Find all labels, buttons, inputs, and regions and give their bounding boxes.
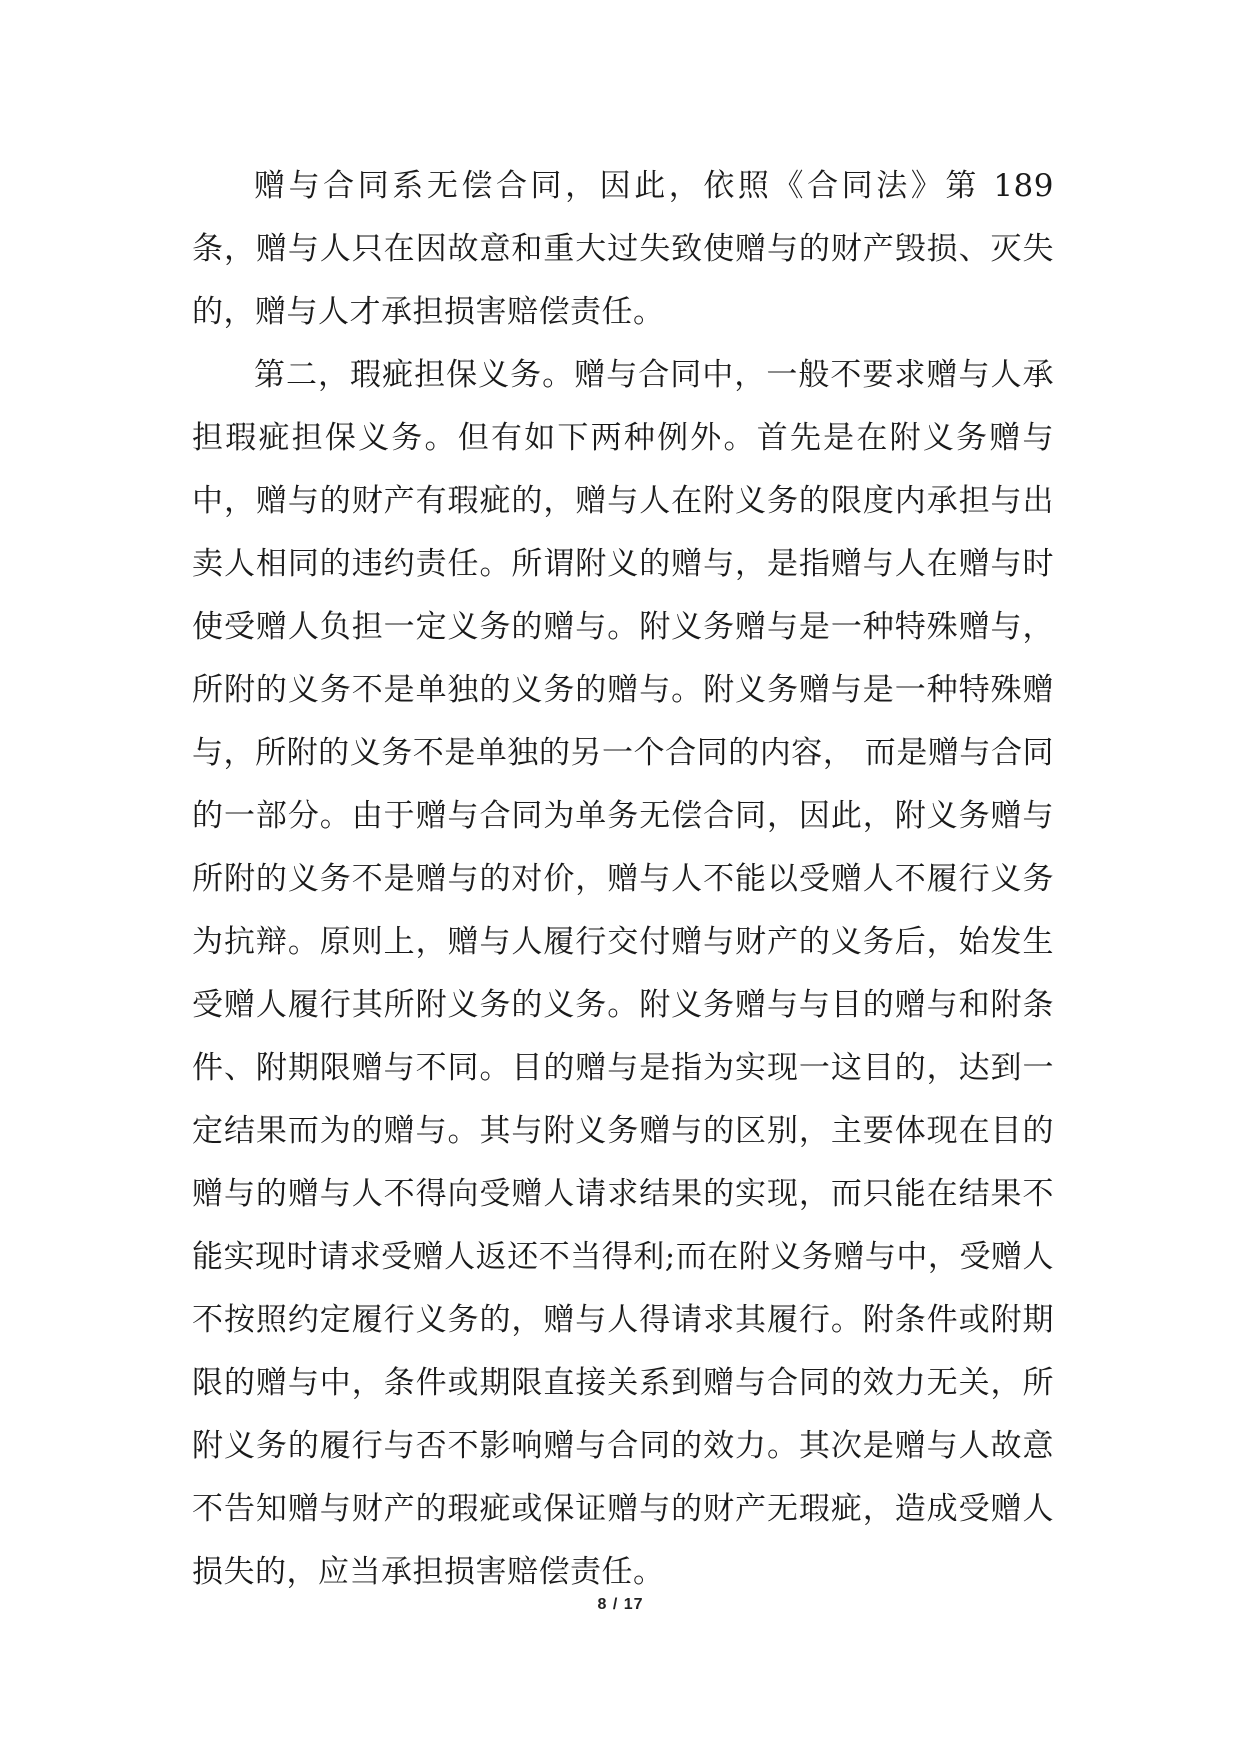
paragraph-gift-contract-liability: 赠与合同系无偿合同，因此，依照《合同法》第 189 条，赠与人只在因故意和重大过失致使赠与的财产毁损、灭失的，赠与人才承担损害赔偿责任。 [192, 168, 1054, 330]
page-number: 8 / 17 [597, 1596, 644, 1613]
paragraph-defect-warranty-duty: 第二，瑕疵担保义务。赠与合同中，一般不要求赠与人承担瑕疵担保义务。但有如下两种例外。首先是在附义务赠与中，赠与的财产有瑕疵的，赠与人在附义务的限度内承担与出卖人相同的违约责任。所谓附义的赠与，是指赠与人在赠与时使受赠人负担一定义务的赠与。附义务赠与是一种特殊赠与，所附的义务不是单独的义务的赠与。附义务赠与是一种特殊赠与，所附的义务不是单独的另一个合同的内容， 而是赠与合同的一部分。由于赠与合同为单务无偿合同，因此，附义务赠与所附的义务不是赠与的对价，赠与人不能以受赠人不履行义务为抗辩。原则上，赠与人履行交付赠与财产的义务后，始发生受赠人履行其所附义务的义务。附义务赠与与目的赠与和附条件、附期限赠与不同。目的赠与是指为实现一这目的，达到一定结果而为的赠与。其与附义务赠与的区别，主要体现在目的赠与的赠与人不得向受赠人请求结果的实现，而只能在结果不能实现时请求受赠人返还不当得利;而在附义务赠与中，受赠人不按照约定履行义务的，赠与人得请求其履行。附条件或附期限的赠与中，条件或期限直接关系到赠与合同的效力无关，所附义务的履行与否不影响赠与合同的效力。其次是赠与人故意不告知赠与财产的瑕疵或保证赠与的财产无瑕疵，造成受赠人损失的，应当承担损害赔偿责任。 [192, 357, 1054, 1590]
document-body [192, 155, 1054, 1604]
